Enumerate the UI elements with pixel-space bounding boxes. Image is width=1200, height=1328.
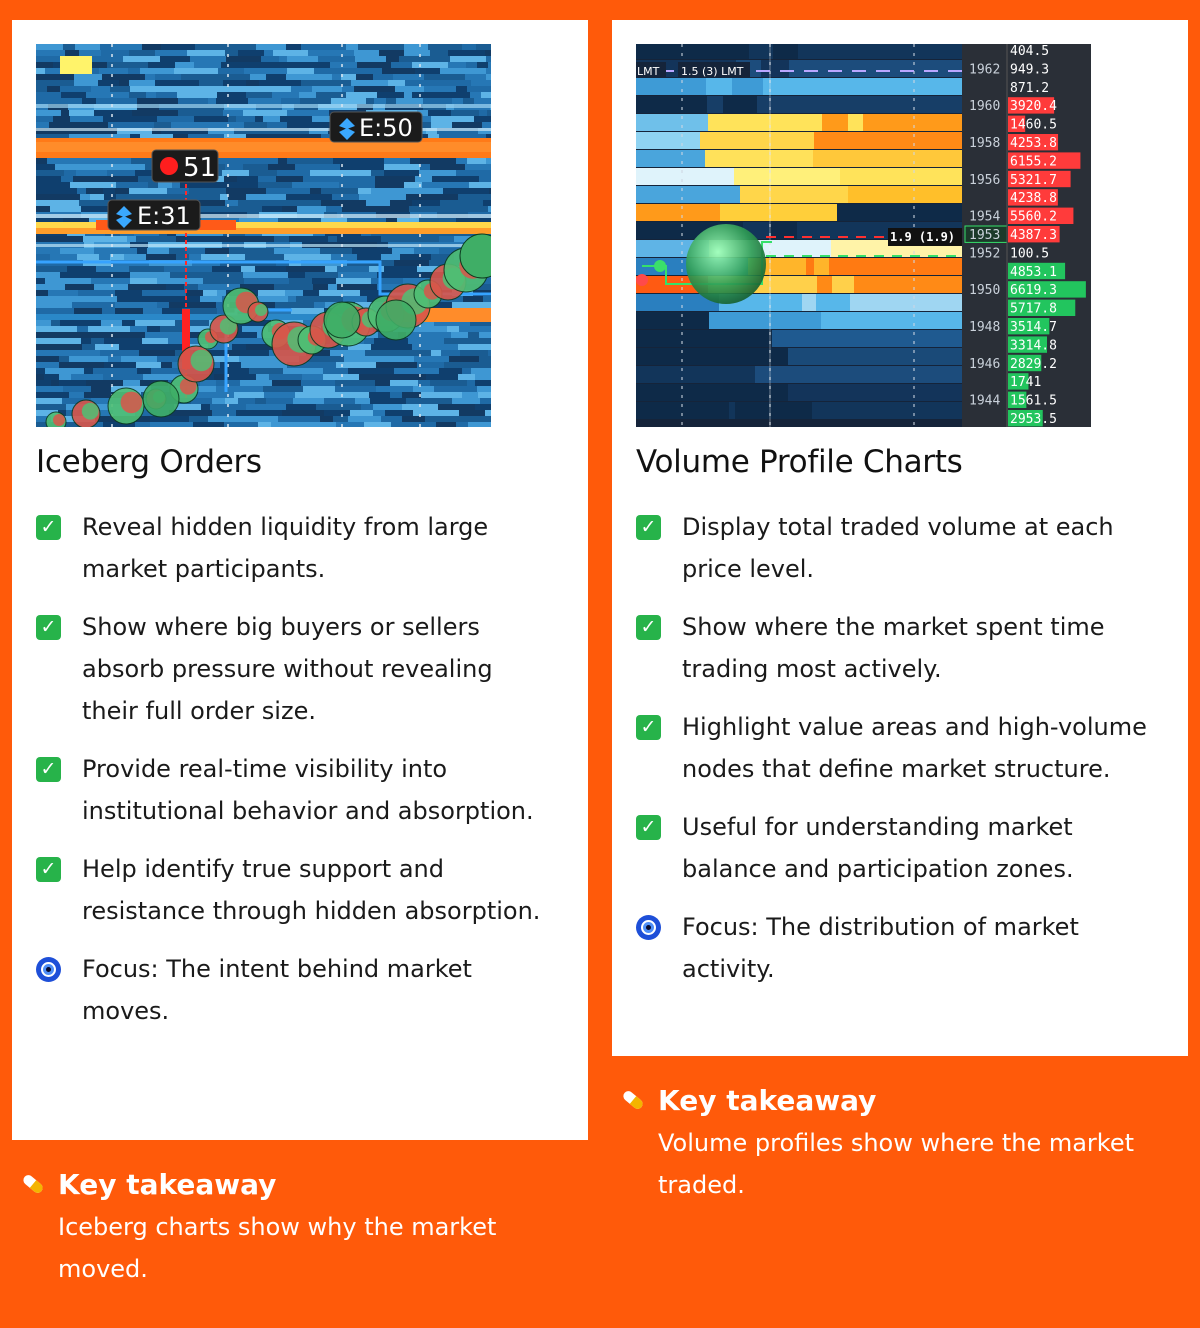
volume-profile-bullet-list [636,506,1156,1006]
current-price-label: 1.9 (1.9) [890,230,956,244]
tag-51 [152,150,218,183]
list-item: ✓ Show where the market spent time trading most actively. [636,606,1156,690]
volume-value: 3314.8 [1010,338,1057,354]
volume-value: 100.5 [1010,246,1050,262]
iceberg-bullet-list [36,506,556,1048]
volume-value: 4238.8 [1010,191,1057,207]
pill-icon [618,1085,658,1115]
volume-value: 4387.3 [1010,228,1057,243]
volume-value: 6619.3 [1010,283,1057,299]
volume-value: 2829.2 [1010,356,1057,372]
list-item: Focus: The intent behind market moves. [36,948,556,1032]
takeaway-text: Iceberg charts show why the market moved. [58,1213,497,1283]
price-level: 1958 [969,136,1001,151]
tag-e31 [108,200,200,230]
volume-value: 4853.1 [1010,264,1057,280]
volume-value: 871.2 [1010,80,1050,96]
price-level: 1953 [969,228,1001,243]
tag-e50 [330,112,422,142]
price-level: 1962 [969,62,1001,78]
tag-51-label: 51 [183,153,217,183]
volume-profile-screenshot [636,44,1091,427]
volume-value: 5717.8 [1010,301,1057,317]
volume-profile-title: Volume Profile Charts [636,444,963,480]
iceberg-heatmap-screenshot [36,44,491,427]
volume-value: 1741 [1010,375,1042,391]
tag-e50-label: E:50 [359,114,413,142]
takeaway-title: Key takeaway [658,1083,877,1117]
list-item: ✓ Show where big buyers or sellers absorb pressure without revealing their full order size. [36,606,556,732]
check-icon: ✓ [36,515,61,540]
volume-profile-image [636,44,1091,427]
price-level: 1948 [969,320,1001,335]
price-level: 1944 [969,393,1001,409]
volume-value: 1561.5 [1010,393,1057,409]
tag-e31-label: E:31 [137,202,191,230]
volume-value: 4253.8 [1010,136,1057,151]
list-item: ✓ Useful for understanding market balance and participation zones. [636,806,1156,890]
volume-key-takeaway [618,1078,1188,1206]
iceberg-orders-card [12,20,588,1140]
eye-icon [636,915,661,940]
takeaway-title: Key takeaway [58,1167,277,1201]
volume-value: 5560.2 [1010,209,1057,225]
check-icon: ✓ [36,757,61,782]
list-item: ✓ Display total traded volume at each price level. [636,506,1156,590]
check-icon: ✓ [36,615,61,640]
lmt-label: LMT [637,65,660,78]
eye-icon [36,957,61,982]
price-level: 1956 [969,172,1001,188]
price-level: 1952 [969,246,1001,262]
volume-profile-card [612,20,1188,1056]
volume-value: 404.5 [1010,44,1050,59]
list-item: ✓ Highlight value areas and high-volume nodes that define market structure. [636,706,1156,790]
volume-value: 6155.2 [1010,154,1057,170]
check-icon: ✓ [636,715,661,740]
volume-value: 5321.7 [1010,172,1057,188]
volume-value: 3920.4 [1010,99,1057,115]
takeaway-text: Volume profiles show where the market traded. [658,1129,1135,1199]
volume-value: 949.3 [1010,62,1050,78]
iceberg-orders-title: Iceberg Orders [36,444,262,480]
iceberg-key-takeaway [18,1162,578,1290]
check-icon: ✓ [636,515,661,540]
price-level: 1950 [969,283,1001,299]
list-item: ✓ Help identify true support and resistance through hidden absorption. [36,848,556,932]
check-icon: ✓ [36,857,61,882]
price-level: 1954 [969,209,1001,225]
check-icon: ✓ [636,815,661,840]
volume-value: 3514.7 [1010,320,1057,335]
volume-value: 1460.5 [1010,117,1057,133]
list-item: ✓ Reveal hidden liquidity from large market participants. [36,506,556,590]
list-item: ✓ Provide real-time visibility into institutional behavior and absorption. [36,748,556,832]
price-level: 1960 [969,99,1001,115]
pill-icon [18,1169,58,1199]
volume-value: 2953.5 [1010,412,1057,427]
iceberg-heatmap-image [36,44,491,427]
price-level: 1946 [969,356,1001,372]
list-item: Focus: The distribution of market activity. [636,906,1156,990]
lmt-mid-label: 1.5 (3) LMT [681,65,744,78]
check-icon: ✓ [636,615,661,640]
